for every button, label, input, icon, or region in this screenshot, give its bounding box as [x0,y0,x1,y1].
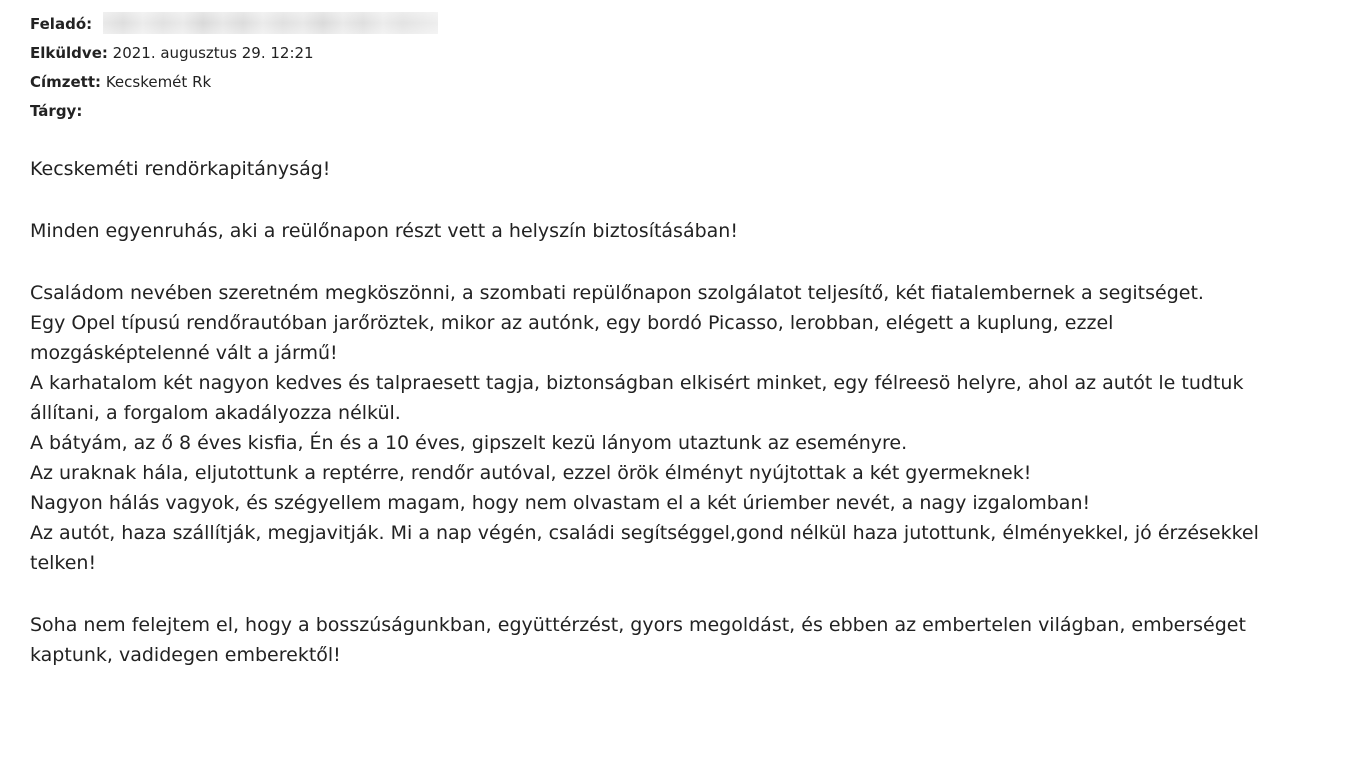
email-header [30,10,1230,126]
to-label: Címzett: [30,73,102,91]
story-line: Az uraknak hála, eljutottunk a reptérre, rendőr autóval, ezzel örök élményt nyújtottak a két gyermeknek! [30,462,1032,484]
story-line: Egy Opel típusú rendőrautóban jarőröztek, mikor az autónk, egy bordó Picasso, lerobban, elégett a kuplung, ezzel [30,312,1114,334]
subject-label: Tárgy: [30,102,83,120]
closing-line: kaptunk, vadidegen emberektől! [30,644,341,666]
story-line: telken! [30,552,97,574]
email-body [30,154,1335,670]
from-row [30,10,1230,39]
closing-line: Soha nem felejtem el, hogy a bosszúságunkban, együttérzést, gyors megoldást, és ebben az embertelen világban, emberséget [30,614,1246,636]
to-value: Kecskemét Rk [105,73,212,91]
story-line: A karhatalom két nagyon kedves és talpraesett tagja, biztonságban elkisért minket, egy félreesö helyre, ahol az autót le tudtuk [30,372,1244,394]
story-line: mozgásképtelenné vált a jármű! [30,342,338,364]
subject-row [30,97,1230,126]
redacted-sender-blur [103,12,438,34]
story-line: Családom nevében szeretném megköszönni, a szombati repülőnapon szolgálatot teljesítő, két fiatalembernek a segitséget. [30,282,1204,304]
sent-row [30,39,1230,68]
story-line: A bátyám, az ő 8 éves kisfia, Én és a 10 éves, gipszelt kezü lányom utaztunk az eseményre. [30,432,908,454]
address-line: Minden egyenruhás, aki a reülőnapon részt vett a helyszín biztosításában! [30,220,738,242]
from-label: Feladó: [30,15,93,33]
sent-label: Elküldve: [30,44,108,62]
story-paragraph [30,278,1335,578]
closing-paragraph [30,610,1335,670]
sent-value: 2021. augusztus 29. 12:21 [112,44,314,62]
story-line: állítani, a forgalom akadályozza nélkül. [30,402,401,424]
story-line: Nagyon hálás vagyok, és szégyellem magam, hogy nem olvastam el a két úriember nevét, a nagy izgalomban! [30,492,1091,514]
story-line: Az autót, haza szállítják, megjavitják. Mi a nap végén, családi segítséggel,gond nélkül haza jutottunk, élményekkel, jó érzésekkel [30,522,1259,544]
to-row [30,68,1230,97]
greeting-line: Kecskeméti rendörkapitányság! [30,158,331,180]
